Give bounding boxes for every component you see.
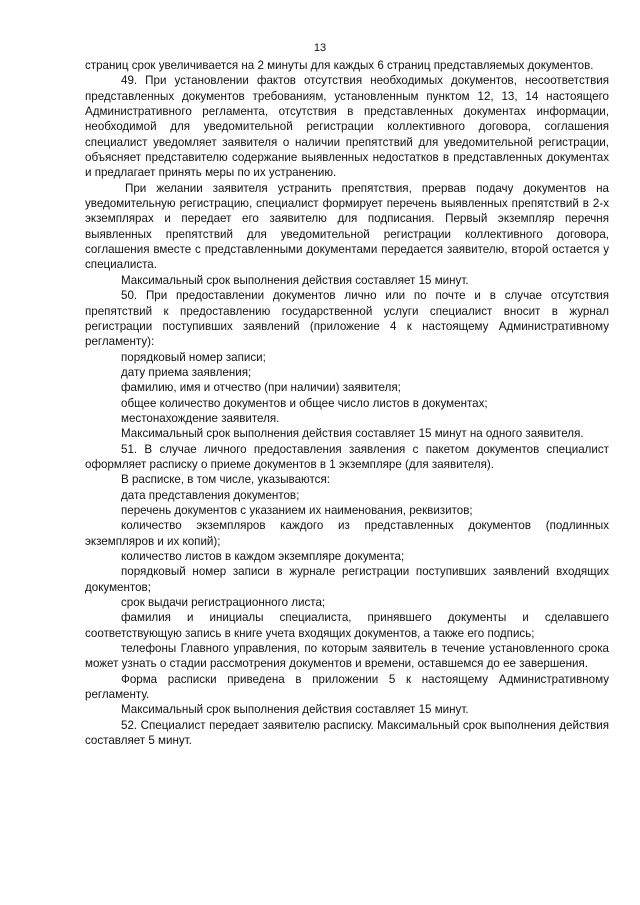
paragraph: 50. При предоставлении документов лично или по почте и в случае отсутствия препятствий к предоставлению государственной услуги специалист вносит в журнал регистрации поступивших заявлений (приложение 4 к настоящему Административному регламенту): [85,289,609,349]
paragraph: В расписке, в том числе, указываются: [121,473,330,487]
document-body [85,58,609,748]
list-item: фамилия и инициалы специалиста, принявшего документы и сделавшего соответствующую запись в книге учета входящих документов, а также его подпись; [85,611,609,640]
paragraph: 52. Специалист передает заявителю расписку. Максимальный срок выполнения действия составляет 5 минут. [85,718,609,748]
list-item: порядковый номер записи в журнале регистрации поступивших заявлений входящих документов; [85,565,609,594]
paragraph: Максимальный срок выполнения действия составляет 15 минут. [121,273,469,287]
list-item: перечень документов с указанием их наименования, реквизитов; [121,503,473,517]
list-item: местонахождение заявителя. [121,411,280,425]
paragraph: 51. В случае личного предоставления заявления с пакетом документов специалист оформляет расписку о приеме документов в 1 экземпляре (для заявителя). [85,442,609,471]
paragraph: страниц срок увеличивается на 2 минуты для каждых 6 страниц представляемых документов. [85,59,594,72]
list-item: телефоны Главного управления, по которым заявитель в течение установленного срока может узнать о стадии рассмотрения документов и времени, оставшемся до ее завершения. [85,642,609,671]
list-item: дата представления документов; [121,488,300,502]
paragraph: При желании заявителя устранить препятствия, прервав подачу документов на уведомительную регистрацию, специалист формирует перечень выявленных препятствий в 2-х экземплярах и передает его заявителю для подписания. Первый экземпляр перечня выявленных препятствий для уведомительной регистрации коллективного договора, соглашения вместе с представленными документами передается заявителю, второй остается у специалиста. [85,181,609,272]
paragraph: Максимальный срок выполнения действия составляет 15 минут на одного заявителя. [121,427,584,441]
list-item: количество листов в каждом экземпляре документа; [121,550,405,563]
list-item: фамилию, имя и отчество (при наличии) заявителя; [121,381,401,395]
list-item: общее количество документов и общее число листов в документах; [121,396,488,410]
list-item: количество экземпляров каждого из представленных документов (подлинных экземпляров и их копий); [85,519,609,548]
list-item: порядковый номер записи; [121,350,266,364]
list-item: срок выдачи регистрационного листа; [121,596,326,610]
paragraph: 49. При установлении фактов отсутствия необходимых документов, несоответствия представленных документов требованиям, установленным пунктом 12, 13, 14 настоящего Административного регламента, отсутствия в представленных документах информации, необходимой для уведомительной регистрации коллективного договора, соглашения специалист уведомляет заявителя о наличии препятствий для уведомительной регистрации, объясняет представителю содержание выявленных недостатков в представленных документах и предлагает принять меры по их устранению. [85,74,609,180]
paragraph: Максимальный срок выполнения действия составляет 15 минут. [121,703,469,717]
page-number: 13 [313,42,327,54]
paragraph: Форма расписки приведена в приложении 5 к настоящему Административному регламенту. [85,672,609,702]
list-item: дату приема заявления; [121,365,252,379]
